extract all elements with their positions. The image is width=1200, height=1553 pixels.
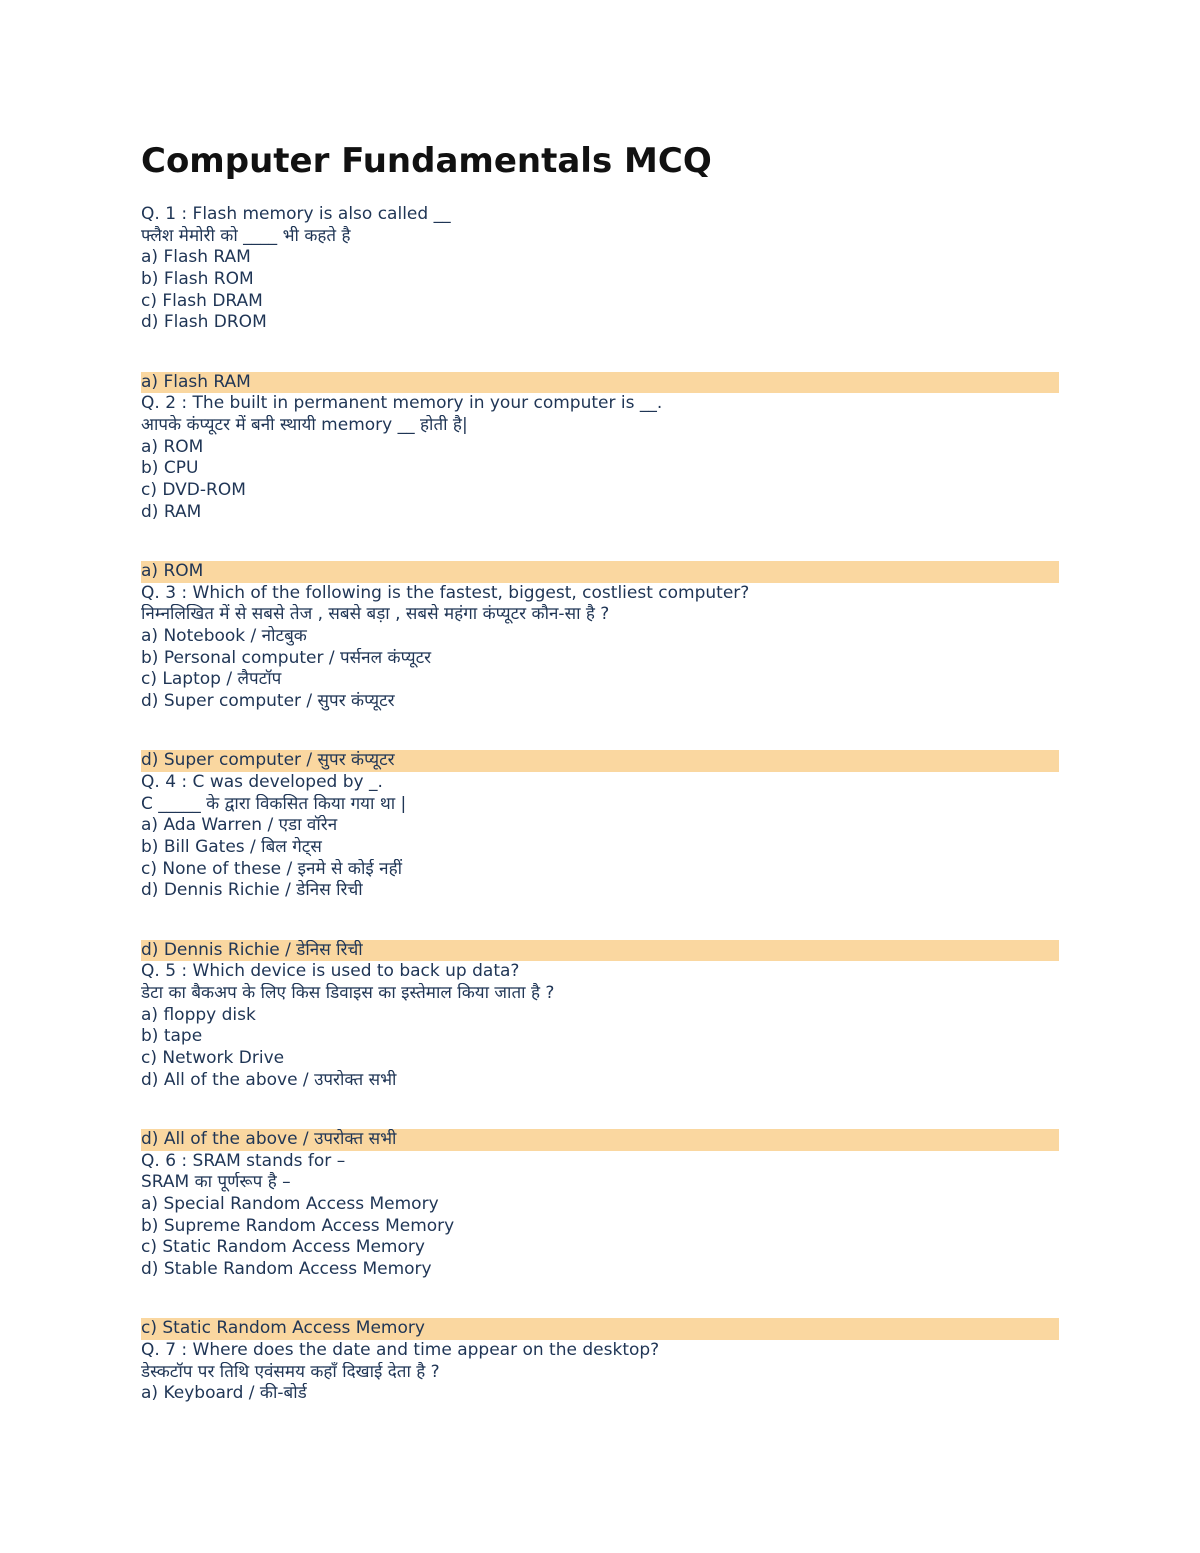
option-c: c) Flash DRAM bbox=[141, 290, 263, 311]
question-hindi-text: आपके कंप्यूटर में बनी स्थायी memory __ होती है| bbox=[141, 415, 468, 435]
question-hindi-text: डेस्कटॉप पर तिथि एवंसमय कहाँ दिखाई देता है ? bbox=[141, 1361, 440, 1382]
option-d: d) RAM bbox=[141, 501, 202, 522]
document-page bbox=[141, 138, 1059, 1405]
option-d: d) All of the above / उपरोक्त सभी bbox=[141, 1069, 397, 1090]
option-d: d) Super computer / सुपर कंप्यूटर bbox=[141, 691, 395, 712]
option-a: a) Flash RAM bbox=[141, 247, 251, 268]
option-a: a) ROM bbox=[141, 436, 204, 457]
option-c: c) Static Random Access Memory bbox=[141, 1237, 425, 1258]
answer-highlight: a) Flash RAM bbox=[141, 372, 1059, 394]
question-block bbox=[141, 961, 1059, 1150]
question-hindi-text: फ्लैश मेमोरी को ____ भी कहते है bbox=[141, 225, 351, 246]
answer-highlight: d) Dennis Richie / डेनिस रिची bbox=[141, 940, 1059, 962]
answer-highlight: d) All of the above / उपरोक्त सभी bbox=[141, 1129, 1059, 1151]
question-hindi-text: निम्नलिखित में से सबसे तेज , सबसे बड़ा , सबसे महंगा कंप्यूटर कौन-सा है ? bbox=[141, 604, 610, 625]
question-hindi-text: डेटा का बैकअप के लिए किस ​​डिवाइस का इस्तेमाल किया जाता है ? bbox=[141, 982, 555, 1003]
option-a: a) Ada Warren / एडा वॉरेन bbox=[141, 815, 338, 836]
option-a: a) Keyboard / की-बोर्ड bbox=[141, 1383, 307, 1404]
option-d: d) Stable Random Access Memory bbox=[141, 1259, 432, 1279]
question-block bbox=[141, 204, 1059, 393]
question-block bbox=[141, 772, 1059, 961]
option-a: a) floppy disk bbox=[141, 1004, 256, 1025]
question-text: Q. 7 : Where does the date and time appear on the desktop? bbox=[141, 1339, 660, 1360]
option-c: c) None of these / इनमे से कोई नहीं bbox=[141, 858, 402, 879]
answer-highlight: a) ROM bbox=[141, 561, 1059, 583]
option-d: d) Dennis Richie / डेनिस रिची bbox=[141, 880, 363, 901]
option-b: b) CPU bbox=[141, 458, 199, 479]
answer-highlight: d) Super computer / सुपर कंप्यूटर bbox=[141, 750, 1059, 772]
option-b: b) Flash ROM bbox=[141, 269, 254, 290]
question-text: Q. 4 : C was developed by _. bbox=[141, 771, 383, 792]
question-text: Q. 1 : Flash memory is also called __ bbox=[141, 204, 451, 224]
question-hindi-text: C _____ के द्वारा विकसित किया गया था | bbox=[141, 793, 407, 814]
option-a: a) Special Random Access Memory bbox=[141, 1193, 439, 1214]
question-block bbox=[141, 1340, 1059, 1405]
question-block bbox=[141, 583, 1059, 772]
option-d: d) Flash DROM bbox=[141, 312, 267, 333]
option-b: b) Supreme Random Access Memory bbox=[141, 1215, 455, 1236]
option-b: b) Personal computer / पर्सनल कंप्यूटर bbox=[141, 647, 432, 668]
option-c: c) Network Drive bbox=[141, 1048, 285, 1068]
option-c: c) Laptop / लैपटॉप bbox=[141, 669, 282, 690]
option-b: b) tape bbox=[141, 1026, 203, 1047]
question-hindi-text: SRAM का पूर्णरूप है – bbox=[141, 1172, 291, 1193]
question-text: Q. 6 : SRAM stands for – bbox=[141, 1150, 346, 1171]
page-title: Computer Fundamentals MCQ bbox=[141, 141, 712, 181]
question-block bbox=[141, 1151, 1059, 1340]
question-block bbox=[141, 393, 1059, 582]
option-a: a) Notebook / नोटबुक bbox=[141, 626, 307, 646]
question-text: Q. 5 : Which device is used to back up data? bbox=[141, 961, 520, 982]
question-text: Q. 3 : Which of the following is the fastest, biggest, costliest computer? bbox=[141, 582, 750, 603]
answer-highlight: c) Static Random Access Memory bbox=[141, 1318, 1059, 1340]
question-text: Q. 2 : The built in permanent memory in your computer is __. bbox=[141, 393, 663, 414]
option-b: b) Bill Gates / बिल गेट्स bbox=[141, 837, 322, 857]
option-c: c) DVD-ROM bbox=[141, 480, 246, 501]
